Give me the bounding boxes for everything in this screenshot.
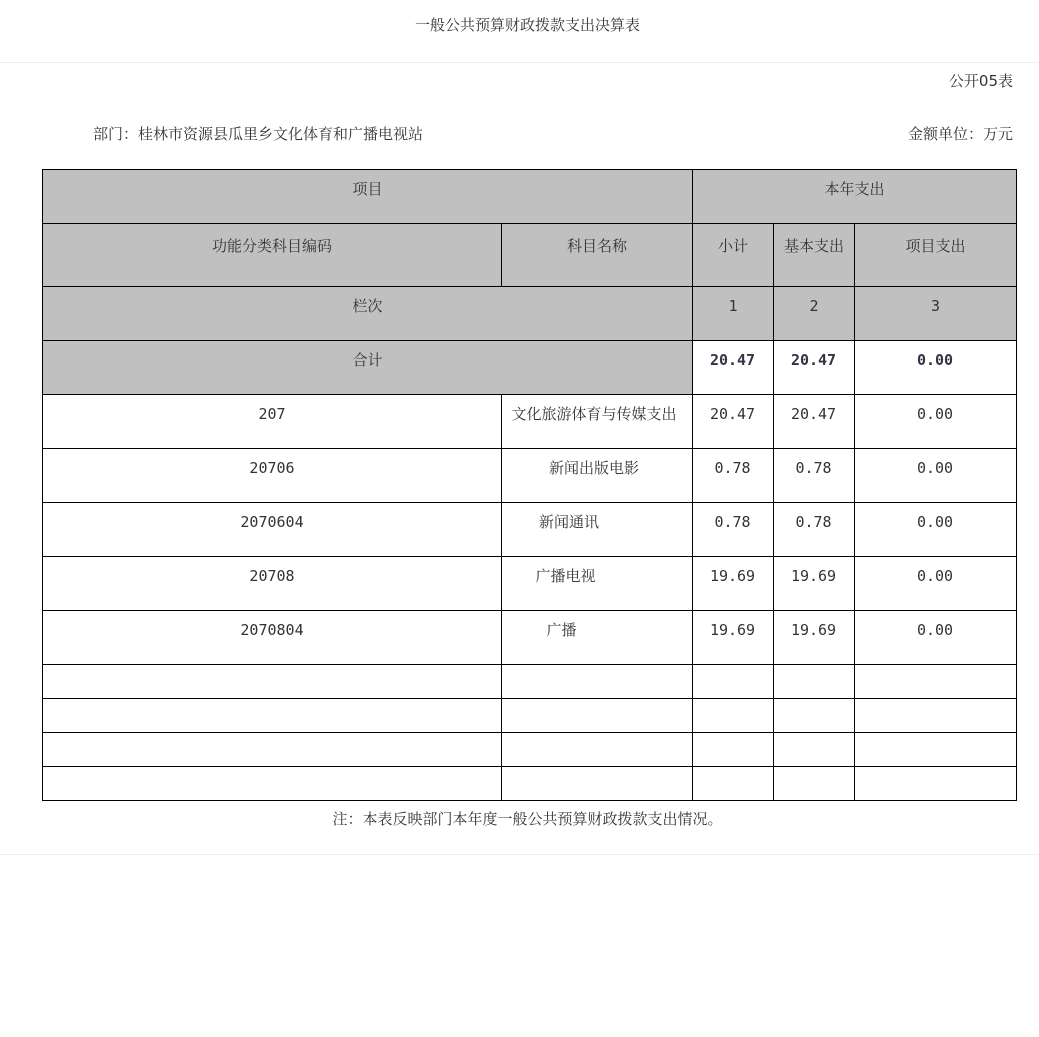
column-number-3: 3 — [855, 287, 1017, 341]
table-note: 注：本表反映部门本年度一般公共预算财政拨款支出情况。 — [332, 810, 723, 828]
total-project: 0.00 — [855, 341, 1017, 395]
amount-unit-label: 金额单位：万元 — [907, 125, 1013, 143]
total-label: 合计 — [43, 341, 693, 395]
row-subject-name: 文化旅游体育与传媒支出 — [502, 395, 693, 449]
column-number-2: 2 — [774, 287, 855, 341]
table-row — [43, 449, 1017, 503]
header-divider — [0, 62, 1039, 63]
row-basic: 0.78 — [774, 503, 855, 557]
row-subtotal: 0.78 — [693, 449, 774, 503]
row-project: 0.00 — [855, 449, 1017, 503]
header-row-1 — [43, 170, 1017, 224]
row-subtotal: 0.78 — [693, 503, 774, 557]
row-code: 2070604 — [43, 503, 502, 557]
empty-cell — [855, 733, 1017, 767]
empty-cell — [502, 767, 693, 801]
row-basic: 19.69 — [774, 557, 855, 611]
empty-row — [43, 767, 1017, 801]
table-row — [43, 503, 1017, 557]
row-subtotal: 19.69 — [693, 611, 774, 665]
row-subject-name: 新闻通讯 — [502, 503, 693, 557]
total-subtotal: 20.47 — [693, 341, 774, 395]
row-subject-name: 广播电视 — [502, 557, 693, 611]
empty-cell — [502, 733, 693, 767]
header-subject-name: 科目名称 — [502, 224, 693, 287]
empty-cell — [774, 665, 855, 699]
empty-cell — [693, 733, 774, 767]
row-project: 0.00 — [855, 611, 1017, 665]
row-basic: 0.78 — [774, 449, 855, 503]
row-subtotal: 19.69 — [693, 557, 774, 611]
header-func-code: 功能分类科目编码 — [43, 224, 502, 287]
column-number-row — [43, 287, 1017, 341]
total-row — [43, 341, 1017, 395]
empty-cell — [502, 665, 693, 699]
form-number: 公开05表 — [948, 72, 1013, 90]
column-label: 栏次 — [43, 287, 693, 341]
row-code: 207 — [43, 395, 502, 449]
empty-cell — [774, 733, 855, 767]
page-title: 一般公共预算财政拨款支出决算表 — [414, 16, 640, 34]
row-code: 2070804 — [43, 611, 502, 665]
row-project: 0.00 — [855, 557, 1017, 611]
row-project: 0.00 — [855, 503, 1017, 557]
empty-cell — [43, 733, 502, 767]
empty-cell — [693, 767, 774, 801]
header-basic-expense: 基本支出 — [774, 224, 855, 287]
table-row — [43, 395, 1017, 449]
column-number-1: 1 — [693, 287, 774, 341]
empty-row — [43, 733, 1017, 767]
row-code: 20708 — [43, 557, 502, 611]
total-basic: 20.47 — [774, 341, 855, 395]
empty-cell — [693, 665, 774, 699]
empty-cell — [855, 699, 1017, 733]
empty-cell — [774, 767, 855, 801]
empty-cell — [43, 767, 502, 801]
table-row — [43, 611, 1017, 665]
header-subtotal: 小计 — [693, 224, 774, 287]
empty-cell — [43, 699, 502, 733]
header-current-year-expense: 本年支出 — [693, 170, 1017, 224]
row-project: 0.00 — [855, 395, 1017, 449]
footer-divider — [0, 854, 1039, 855]
empty-cell — [693, 699, 774, 733]
header-project: 项目 — [43, 170, 693, 224]
empty-row — [43, 699, 1017, 733]
department-label: 部门：桂林市资源县瓜里乡文化体育和广播电视站 — [93, 125, 424, 143]
row-subtotal: 20.47 — [693, 395, 774, 449]
table-row — [43, 557, 1017, 611]
header-row-2 — [43, 224, 1017, 287]
row-basic: 20.47 — [774, 395, 855, 449]
empty-cell — [502, 699, 693, 733]
empty-row — [43, 665, 1017, 699]
empty-cell — [855, 767, 1017, 801]
row-subject-name: 新闻出版电影 — [502, 449, 693, 503]
row-basic: 19.69 — [774, 611, 855, 665]
empty-cell — [43, 665, 502, 699]
row-subject-name: 广播 — [502, 611, 693, 665]
expense-table — [42, 169, 1017, 801]
row-code: 20706 — [43, 449, 502, 503]
header-project-expense: 项目支出 — [855, 224, 1017, 287]
empty-cell — [774, 699, 855, 733]
empty-cell — [855, 665, 1017, 699]
